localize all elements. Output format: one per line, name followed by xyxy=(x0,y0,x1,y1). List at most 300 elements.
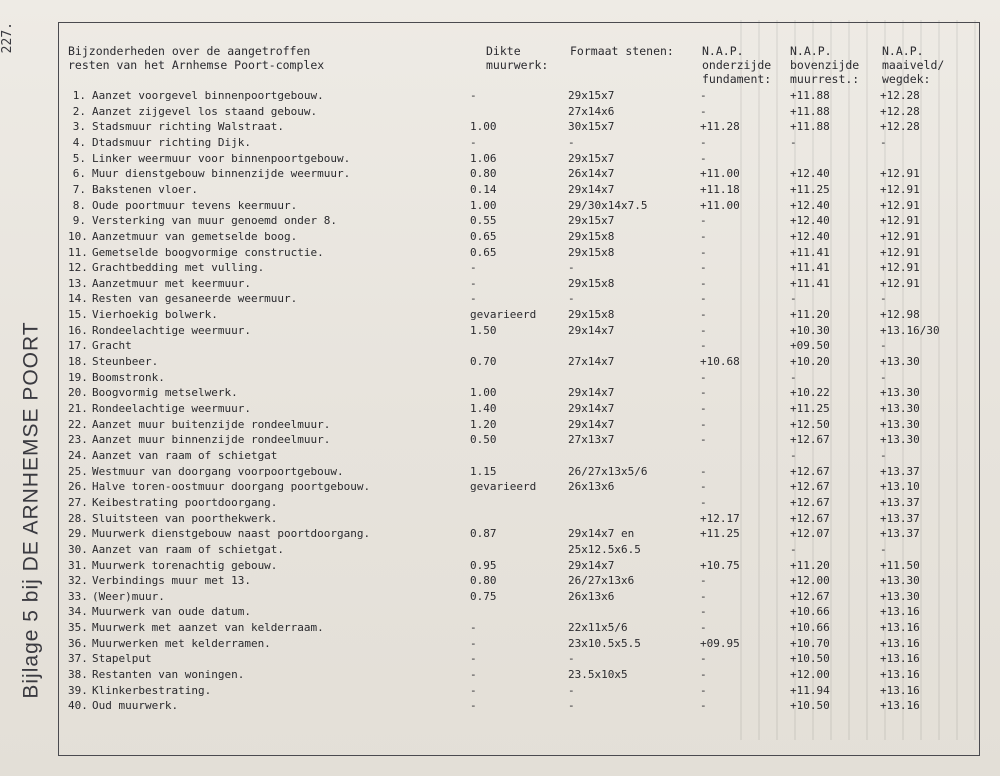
row-description: Westmuur van doorgang voorpoortgebouw. xyxy=(92,464,344,478)
row-maaiveld: +13.30 xyxy=(880,589,920,603)
row-maaiveld: +13.37 xyxy=(880,511,920,525)
row-description: Aanzet voorgevel binnenpoortgebouw. xyxy=(92,89,324,102)
row-fundament: - xyxy=(700,370,707,384)
row-number: 10. xyxy=(68,229,88,243)
row-number: 27. xyxy=(68,495,88,509)
page-number: 227. xyxy=(0,22,15,54)
row-description: Muurwerk dienstgebouw naast poortdoorgang. xyxy=(92,527,371,541)
row-description: Oude poortmuur tevens keermuur. xyxy=(92,198,298,212)
row-bovenzijde: +10.70 xyxy=(790,636,830,650)
row-fundament: - xyxy=(700,214,707,228)
table-row xyxy=(0,651,1000,666)
row-description: Muurwerk torenachtig gebouw. xyxy=(92,558,278,572)
row-formaat: 29x14x7 xyxy=(568,323,615,337)
row-description: Aanzet van raam of schietgat xyxy=(92,448,278,462)
row-dikte: 0.80 xyxy=(470,574,497,588)
row-maaiveld: +12.91 xyxy=(880,229,920,243)
row-dikte: 1.06 xyxy=(470,151,497,165)
table-row xyxy=(0,464,1000,479)
row-number: 34. xyxy=(68,605,88,619)
row-description: Muurwerk met aanzet van kelderraam. xyxy=(92,621,324,635)
row-dikte: - xyxy=(470,89,477,102)
row-description: Muurwerk van oude datum. xyxy=(92,605,251,619)
row-dikte: gevarieerd xyxy=(470,308,537,322)
row-fundament: - xyxy=(700,480,707,494)
table-row xyxy=(0,667,1000,682)
row-formaat: 29x14x7 xyxy=(568,386,615,400)
row-maaiveld: - xyxy=(880,370,887,384)
row-number: 36. xyxy=(68,636,88,650)
row-fundament: - xyxy=(700,261,707,275)
row-bovenzijde: +12.40 xyxy=(790,229,830,243)
row-number: 7. xyxy=(72,182,86,196)
row-number: 6. xyxy=(72,167,86,181)
row-number: 13. xyxy=(68,276,88,290)
row-formaat: 27x13x7 xyxy=(568,433,615,447)
table-row xyxy=(0,245,1000,260)
row-fundament: - xyxy=(700,135,707,149)
row-maaiveld: +13.16/30 xyxy=(880,323,940,337)
row-maaiveld: +12.91 xyxy=(880,198,920,212)
row-formaat: 29x15x8 xyxy=(568,245,615,259)
row-number: 28. xyxy=(68,511,88,525)
row-formaat: 23.5x10x5 xyxy=(568,668,628,682)
row-description: Gemetselde boogvormige constructie. xyxy=(92,245,324,259)
row-fundament: +12.17 xyxy=(700,511,740,525)
row-dikte: 0.14 xyxy=(470,182,497,196)
header-description: Bijzonderheden over de aangetroffen resten van het Arnhemse Poort-complex xyxy=(68,44,325,72)
row-maaiveld: +13.16 xyxy=(880,652,920,666)
row-dikte: 0.70 xyxy=(470,355,497,369)
row-formaat: 26x13x6 xyxy=(568,480,615,494)
row-number: 20. xyxy=(68,386,88,400)
row-dikte: 0.50 xyxy=(470,433,497,447)
row-fundament: - xyxy=(700,245,707,259)
table-row xyxy=(0,213,1000,228)
row-maaiveld: - xyxy=(880,135,887,149)
row-fundament: - xyxy=(700,605,707,619)
row-maaiveld: +13.16 xyxy=(880,636,920,650)
row-number: 38. xyxy=(68,668,88,682)
row-bovenzijde: +12.67 xyxy=(790,480,830,494)
row-fundament: - xyxy=(700,308,707,322)
row-description: Grachtbedding met vulling. xyxy=(92,261,265,275)
row-number: 33. xyxy=(68,589,88,603)
table-row xyxy=(0,291,1000,306)
row-formaat: 27x14x7 xyxy=(568,355,615,369)
row-maaiveld: +13.30 xyxy=(880,355,920,369)
row-formaat: 29/30x14x7.5 xyxy=(568,198,648,212)
table-row xyxy=(0,182,1000,197)
row-bovenzijde: +10.50 xyxy=(790,652,830,666)
table-row xyxy=(0,323,1000,338)
row-description: Linker weermuur voor binnenpoortgebouw. xyxy=(92,151,351,165)
row-dikte: - xyxy=(470,652,477,666)
row-maaiveld: +13.37 xyxy=(880,464,920,478)
row-formaat: 26x13x6 xyxy=(568,589,615,603)
row-bovenzijde: +11.88 xyxy=(790,104,830,118)
row-fundament: +11.00 xyxy=(700,198,740,212)
row-fundament: +11.28 xyxy=(700,120,740,134)
row-maaiveld: +12.91 xyxy=(880,214,920,228)
row-fundament: - xyxy=(700,495,707,509)
row-formaat: 29x15x7 xyxy=(568,214,615,228)
row-fundament: +10.75 xyxy=(700,558,740,572)
row-bovenzijde: +10.66 xyxy=(790,621,830,635)
row-maaiveld: +13.16 xyxy=(880,621,920,635)
header-formaat: Formaat stenen: xyxy=(570,44,674,58)
row-fundament: - xyxy=(700,433,707,447)
row-formaat: 29x14x7 xyxy=(568,182,615,196)
row-formaat: 29x15x7 xyxy=(568,89,615,102)
row-dikte: 1.40 xyxy=(470,402,497,415)
row-dikte: - xyxy=(470,699,477,713)
row-maaiveld: +12.98 xyxy=(880,308,920,322)
row-description: Aanzet van raam of schietgat. xyxy=(92,542,285,556)
row-maaiveld: +13.30 xyxy=(880,433,920,447)
row-fundament: - xyxy=(700,323,707,337)
row-dikte: 0.95 xyxy=(470,558,497,572)
row-fundament: - xyxy=(700,229,707,243)
row-bovenzijde: +11.20 xyxy=(790,558,830,572)
row-fundament: - xyxy=(700,104,707,118)
row-bovenzijde: +12.07 xyxy=(790,527,830,541)
row-number: 3. xyxy=(72,120,86,134)
row-bovenzijde: - xyxy=(790,448,797,462)
row-number: 14. xyxy=(68,292,88,306)
row-fundament: - xyxy=(700,574,707,588)
table-row xyxy=(0,276,1000,291)
table-row xyxy=(0,354,1000,369)
row-number: 25. xyxy=(68,464,88,478)
row-bovenzijde: +11.20 xyxy=(790,308,830,322)
row-formaat: - xyxy=(568,292,575,306)
row-dikte: - xyxy=(470,668,477,682)
row-description: Gracht xyxy=(92,339,132,353)
row-number: 4. xyxy=(72,135,86,149)
row-dikte: 0.75 xyxy=(470,589,497,603)
row-description: Keibestrating poortdoorgang. xyxy=(92,495,278,509)
row-dikte: - xyxy=(470,636,477,650)
table-row xyxy=(0,683,1000,698)
row-description: Boogvormig metselwerk. xyxy=(92,386,238,400)
row-formaat: 27x14x6 xyxy=(568,104,615,118)
row-number: 15. xyxy=(68,308,88,322)
header-dikte: Dikte muurwerk: xyxy=(486,44,549,72)
header-fundament: N.A.P. onderzijde fundament: xyxy=(702,44,772,86)
row-bovenzijde: +10.30 xyxy=(790,323,830,337)
row-number: 23. xyxy=(68,433,88,447)
row-fundament: - xyxy=(700,652,707,666)
row-number: 30. xyxy=(68,542,88,556)
row-bovenzijde: +12.67 xyxy=(790,589,830,603)
row-maaiveld: +13.16 xyxy=(880,668,920,682)
row-maaiveld: +13.30 xyxy=(880,574,920,588)
row-bovenzijde: +10.50 xyxy=(790,699,830,713)
row-number: 22. xyxy=(68,417,88,431)
row-maaiveld: - xyxy=(880,542,887,556)
row-fundament: - xyxy=(700,417,707,431)
row-bovenzijde: +12.67 xyxy=(790,511,830,525)
row-maaiveld: - xyxy=(880,448,887,462)
row-maaiveld: +13.37 xyxy=(880,527,920,541)
row-maaiveld: +12.28 xyxy=(880,120,920,134)
row-formaat: 29x15x8 xyxy=(568,276,615,290)
row-formaat: 22x11x5/6 xyxy=(568,621,628,635)
row-maaiveld: +13.30 xyxy=(880,386,920,400)
row-bovenzijde: +12.67 xyxy=(790,464,830,478)
row-number: 21. xyxy=(68,402,88,415)
row-formaat: 29x14x7 en xyxy=(568,527,635,541)
table-row xyxy=(0,511,1000,526)
row-bovenzijde: +12.40 xyxy=(790,167,830,181)
row-maaiveld: +12.28 xyxy=(880,104,920,118)
row-bovenzijde: +11.41 xyxy=(790,261,830,275)
row-description: Stapelput xyxy=(92,652,152,666)
row-formaat: 29x14x7 xyxy=(568,402,615,415)
row-description: Rondeelachtige weermuur. xyxy=(92,323,251,337)
row-number: 11. xyxy=(68,245,88,259)
row-description: Klinkerbestrating. xyxy=(92,683,212,697)
row-description: Aanzet muur binnenzijde rondeelmuur. xyxy=(92,433,331,447)
row-dikte: 0.65 xyxy=(470,245,497,259)
table-row xyxy=(0,338,1000,353)
row-fundament: - xyxy=(700,668,707,682)
row-dikte: - xyxy=(470,621,477,635)
row-description: Muur dienstgebouw binnenzijde weermuur. xyxy=(92,167,351,181)
row-dikte: 1.15 xyxy=(470,464,497,478)
table-row xyxy=(0,417,1000,432)
row-bovenzijde: - xyxy=(790,292,797,306)
row-formaat: 29x14x7 xyxy=(568,558,615,572)
row-fundament: - xyxy=(700,89,707,102)
table-row xyxy=(0,260,1000,275)
row-dikte: - xyxy=(470,276,477,290)
side-label: Bijlage 5 bij DE ARNHEMSE POORT xyxy=(20,321,44,699)
row-fundament: - xyxy=(700,386,707,400)
row-dikte: 0.87 xyxy=(470,527,497,541)
row-fundament: - xyxy=(700,621,707,635)
row-number: 2. xyxy=(72,104,86,118)
row-formaat: - xyxy=(568,135,575,149)
row-formaat: - xyxy=(568,261,575,275)
row-number: 37. xyxy=(68,652,88,666)
row-description: Stadsmuur richting Walstraat. xyxy=(92,120,285,134)
row-description: Aanzet zijgevel los staand gebouw. xyxy=(92,104,318,118)
row-dikte: 1.20 xyxy=(470,417,497,431)
row-fundament: +09.95 xyxy=(700,636,740,650)
table-row xyxy=(0,385,1000,400)
row-maaiveld: +12.91 xyxy=(880,182,920,196)
row-fundament: - xyxy=(700,151,707,165)
table-row xyxy=(0,88,1000,103)
table-row xyxy=(0,198,1000,213)
row-number: 31. xyxy=(68,558,88,572)
table-row xyxy=(0,432,1000,447)
row-maaiveld: +12.28 xyxy=(880,89,920,102)
row-formaat: 26/27x13x6 xyxy=(568,574,635,588)
table-row xyxy=(0,479,1000,494)
row-maaiveld: +12.91 xyxy=(880,245,920,259)
table-row xyxy=(0,495,1000,510)
table-row xyxy=(0,589,1000,604)
row-formaat: - xyxy=(568,683,575,697)
row-bovenzijde: +12.50 xyxy=(790,417,830,431)
row-bovenzijde: - xyxy=(790,542,797,556)
row-description: Aanzetmuur van gemetselde boog. xyxy=(92,229,298,243)
row-fundament: - xyxy=(700,699,707,713)
table-row xyxy=(0,151,1000,166)
table-row xyxy=(0,401,1000,416)
row-number: 35. xyxy=(68,621,88,635)
row-fundament: +10.68 xyxy=(700,355,740,369)
row-bovenzijde: +12.67 xyxy=(790,433,830,447)
row-number: 8. xyxy=(72,198,86,212)
row-dikte: 0.80 xyxy=(470,167,497,181)
row-bovenzijde: +11.88 xyxy=(790,89,830,102)
row-fundament: +11.18 xyxy=(700,182,740,196)
row-bovenzijde: +12.40 xyxy=(790,198,830,212)
table-row xyxy=(0,448,1000,463)
row-dikte: gevarieerd xyxy=(470,480,537,494)
row-description: Steunbeer. xyxy=(92,355,159,369)
row-bovenzijde: +11.41 xyxy=(790,276,830,290)
row-number: 17. xyxy=(68,339,88,353)
row-bovenzijde: - xyxy=(790,135,797,149)
row-description: Vierhoekig bolwerk. xyxy=(92,308,218,322)
row-maaiveld: +13.37 xyxy=(880,495,920,509)
row-bovenzijde: +12.00 xyxy=(790,668,830,682)
row-formaat: 30x15x7 xyxy=(568,120,615,134)
row-maaiveld: - xyxy=(880,339,887,353)
row-number: 9. xyxy=(72,214,86,228)
row-maaiveld: +13.16 xyxy=(880,699,920,713)
row-description: Oud muurwerk. xyxy=(92,699,179,713)
row-number: 26. xyxy=(68,480,88,494)
table-row xyxy=(0,307,1000,322)
row-bovenzijde: +09.50 xyxy=(790,339,830,353)
row-dikte: 1.00 xyxy=(470,386,497,400)
row-fundament: - xyxy=(700,683,707,697)
row-number: 19. xyxy=(68,370,88,384)
row-bovenzijde: +11.25 xyxy=(790,182,830,196)
row-bovenzijde: +10.22 xyxy=(790,386,830,400)
row-description: Bakstenen vloer. xyxy=(92,182,198,196)
row-bovenzijde: +12.40 xyxy=(790,214,830,228)
row-formaat: 26x14x7 xyxy=(568,167,615,181)
row-dikte: - xyxy=(470,292,477,306)
row-description: Aanzetmuur met keermuur. xyxy=(92,276,251,290)
row-maaiveld: +12.91 xyxy=(880,261,920,275)
row-description: Resten van gesaneerde weermuur. xyxy=(92,292,298,306)
row-maaiveld: +12.91 xyxy=(880,167,920,181)
table-row xyxy=(0,636,1000,651)
row-maaiveld: +13.16 xyxy=(880,683,920,697)
table-row xyxy=(0,698,1000,713)
row-description: Dtadsmuur richting Dijk. xyxy=(92,135,251,149)
row-formaat: - xyxy=(568,699,575,713)
row-dikte: 1.00 xyxy=(470,120,497,134)
table-row xyxy=(0,104,1000,119)
row-description: Sluitsteen van poorthekwerk. xyxy=(92,511,278,525)
row-fundament: - xyxy=(700,464,707,478)
row-bovenzijde: +11.88 xyxy=(790,120,830,134)
row-description: Boomstronk. xyxy=(92,370,165,384)
header-bovenzijde: N.A.P. bovenzijde muurrest.: xyxy=(790,44,860,86)
row-dikte: 0.55 xyxy=(470,214,497,228)
row-dikte: - xyxy=(470,261,477,275)
row-fundament: - xyxy=(700,402,707,415)
row-formaat: 29x15x8 xyxy=(568,229,615,243)
row-description: Restanten van woningen. xyxy=(92,668,245,682)
row-formaat: 29x15x7 xyxy=(568,151,615,165)
row-description: (Weer)muur. xyxy=(92,589,165,603)
row-number: 16. xyxy=(68,323,88,337)
table-row xyxy=(0,119,1000,134)
row-dikte: 1.00 xyxy=(470,198,497,212)
row-number: 5. xyxy=(72,151,86,165)
row-bovenzijde: +11.25 xyxy=(790,402,830,415)
row-maaiveld: +11.50 xyxy=(880,558,920,572)
row-dikte: 0.65 xyxy=(470,229,497,243)
table-row xyxy=(0,166,1000,181)
row-bovenzijde: +11.41 xyxy=(790,245,830,259)
row-description: Verbindings muur met 13. xyxy=(92,574,251,588)
row-dikte: 1.50 xyxy=(470,323,497,337)
row-dikte: - xyxy=(470,135,477,149)
row-number: 1. xyxy=(72,89,86,102)
row-bovenzijde: +10.20 xyxy=(790,355,830,369)
table-row xyxy=(0,542,1000,557)
row-maaiveld: +12.91 xyxy=(880,276,920,290)
table-row xyxy=(0,135,1000,150)
row-bovenzijde: +12.00 xyxy=(790,574,830,588)
row-fundament: - xyxy=(700,589,707,603)
row-number: 40. xyxy=(68,699,88,713)
row-bovenzijde: - xyxy=(790,370,797,384)
row-description: Aanzet muur buitenzijde rondeelmuur. xyxy=(92,417,331,431)
row-bovenzijde: +10.66 xyxy=(790,605,830,619)
row-formaat: 25x12.5x6.5 xyxy=(568,542,641,556)
table-row xyxy=(0,370,1000,385)
row-bovenzijde: +11.94 xyxy=(790,683,830,697)
row-formaat: - xyxy=(568,652,575,666)
header-maaiveld: N.A.P. maaiveld/ wegdek: xyxy=(882,44,945,86)
row-maaiveld: +13.30 xyxy=(880,402,920,415)
table-row xyxy=(0,558,1000,573)
row-formaat: 29x15x8 xyxy=(568,308,615,322)
row-fundament: - xyxy=(700,339,707,353)
table-row xyxy=(0,573,1000,588)
table-row xyxy=(0,526,1000,541)
row-fundament: +11.00 xyxy=(700,167,740,181)
row-maaiveld: +13.16 xyxy=(880,605,920,619)
row-fundament: +11.25 xyxy=(700,527,740,541)
row-formaat: 29x14x7 xyxy=(568,417,615,431)
row-number: 18. xyxy=(68,355,88,369)
row-maaiveld: +13.30 xyxy=(880,417,920,431)
row-description: Versterking van muur genoemd onder 8. xyxy=(92,214,338,228)
row-number: 39. xyxy=(68,683,88,697)
row-formaat: 23x10.5x5.5 xyxy=(568,636,641,650)
row-description: Rondeelachtige weermuur. xyxy=(92,402,251,415)
table-row xyxy=(0,229,1000,244)
row-description: Muurwerken met kelderramen. xyxy=(92,636,271,650)
row-bovenzijde: +12.67 xyxy=(790,495,830,509)
row-number: 24. xyxy=(68,448,88,462)
row-maaiveld: +13.10 xyxy=(880,480,920,494)
row-number: 29. xyxy=(68,527,88,541)
